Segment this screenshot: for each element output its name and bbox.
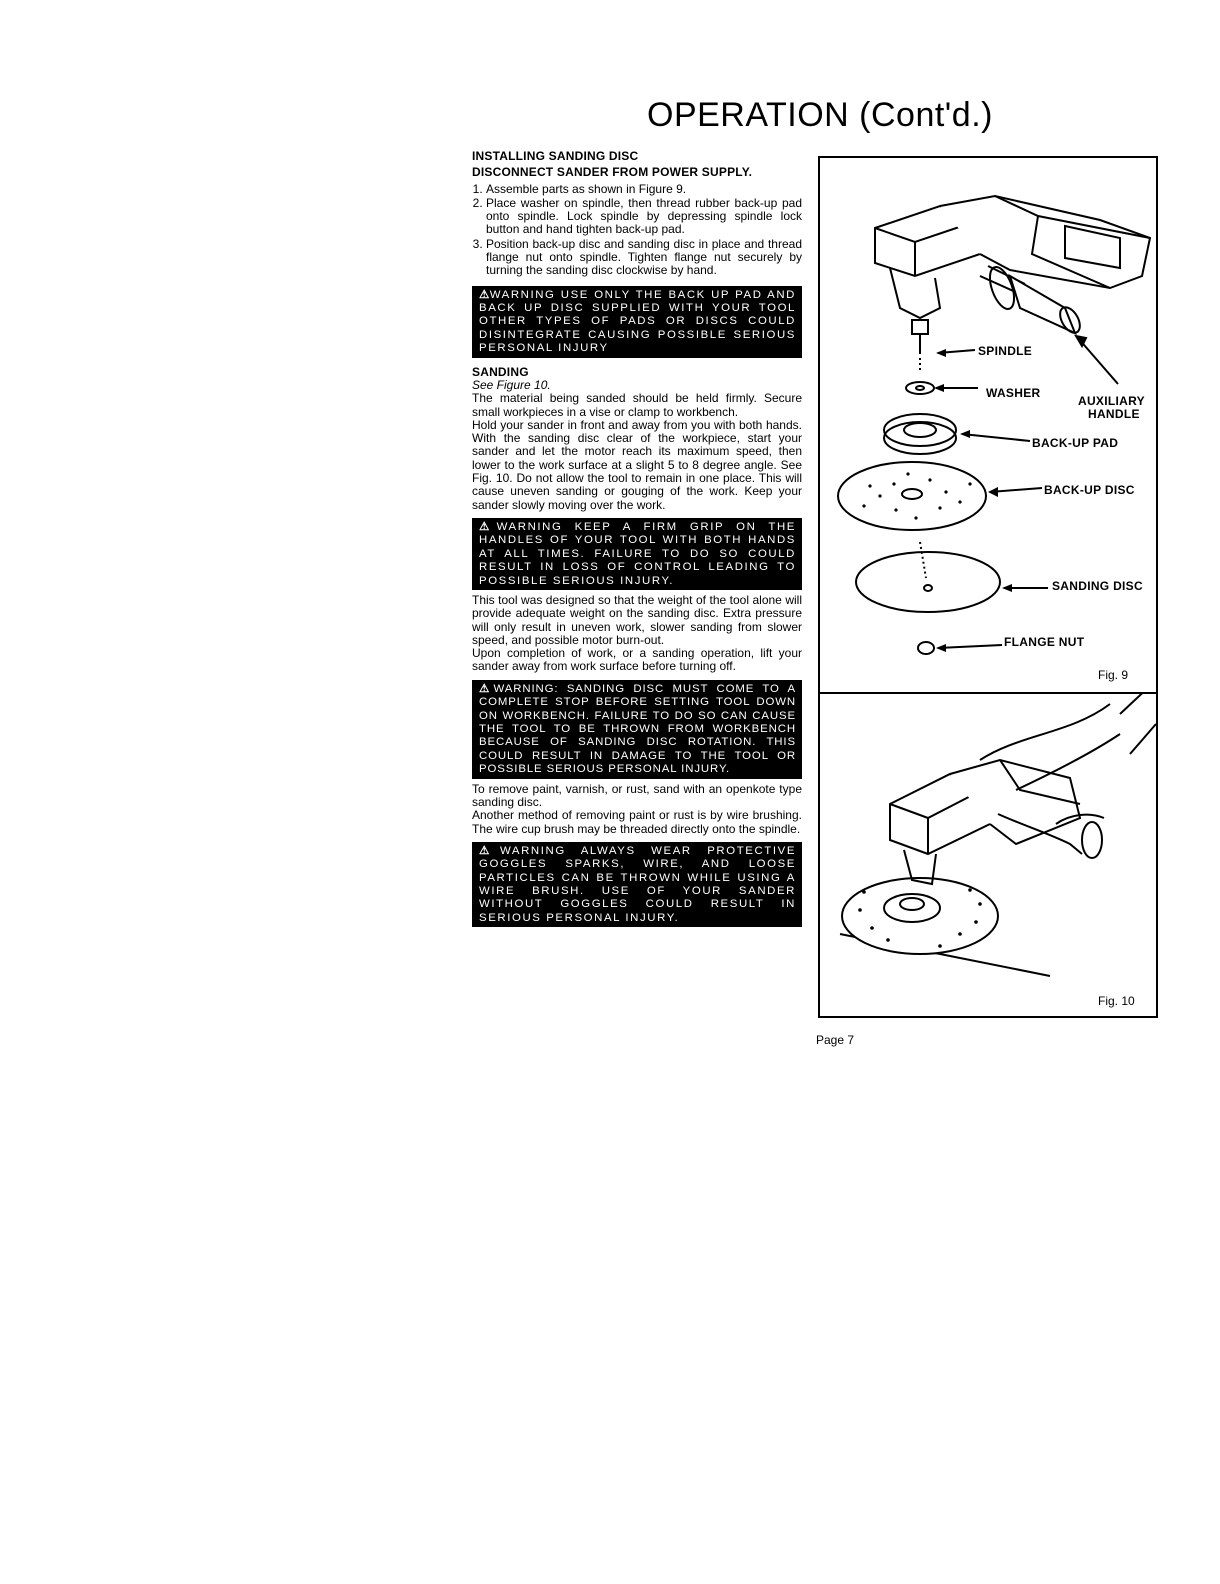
warning-box-grip [472,518,802,590]
warning-triangle-icon: ⚠ [479,844,500,857]
page-title: OPERATION (Cont'd.) [647,96,993,134]
warning-label: WARNING: [493,682,559,695]
warning-label: WARNING [496,520,563,533]
label-flange-nut: FLANGE NUT [1004,635,1085,649]
install-step: 2. Place washer on spindle, then thread rubber back-up pad onto spindle. Lock spindle by depressing spindle lock button and hand tighten back-up pad. [486,197,802,237]
figure-frame [818,156,1158,1018]
figure-10-caption: Fig. 10 [1098,994,1135,1008]
label-auxiliary: AUXILIARY [1078,394,1145,408]
warning-triangle-icon: ⚠ [479,682,494,695]
sanding-section [472,366,802,928]
warning-label: WARNING [489,288,556,301]
label-handle: HANDLE [1088,407,1140,421]
see-figure-ref: See Figure 10. [472,378,551,392]
warning-text: KEEP A FIRM GRIP ON THE HANDLES OF YOUR TOOL WITH BOTH HANDS AT ALL TIMES. FAILURE TO DO SO COULD RESULT IN LOSS OF CONTROL LEADING TO POSSIBLE SERIOUS INJURY. [479,520,796,587]
sanding-heading: SANDING [472,364,529,379]
warning-box-goggles [472,842,802,927]
text-column [472,150,802,931]
install-steps [472,183,802,278]
label-spindle: SPINDLE [978,344,1033,358]
paragraph: The material being sanded should be held firmly. Secure small workpieces in a vise or clamp to workbench. [472,391,802,419]
warning-text: USE ONLY THE BACK UP PAD AND BACK UP DISC SUPPLIED WITH YOUR TOOL OTHER TYPES OF PADS OR DISCS COULD DISINTEGRATE CAUSING POSSIBLE SERIOUS PERSONAL INJURY [479,288,796,355]
warning-box-pads [472,286,802,358]
disconnect-heading: DISCONNECT SANDER FROM POWER SUPPLY. [472,165,753,180]
paragraph: This tool was designed so that the weight of the tool alone will provide adequate weight on the sanding disc. Extra pressure will only result in uneven work, slower sanding from slower speed, and possible motor burn-out. [472,593,802,647]
warning-triangle-icon: ⚠ [479,520,497,533]
paragraph: To remove paint, varnish, or rust, sand with an openkote type sanding disc. [472,781,802,809]
warning-label: WARNING [499,844,566,857]
paragraph: Hold your sander in front and away from you with both hands. With the sanding disc clear of the workpiece, start your sander and let the motor reach its maximum speed, then lower to the work surface at a slight 5 to 8 degree angle. See Fig. 10. Do not allow the tool to remain in one place. This will cause uneven sanding or gouging of the work. Keep your sander slowly moving over the work. [472,417,802,512]
figure-9-caption: Fig. 9 [1098,668,1129,682]
warning-triangle-icon: ⚠ [479,288,490,301]
warning-box-stop [472,680,802,779]
warning-text: SANDING DISC MUST COME TO A COMPLETE STOP BEFORE SETTING TOOL DOWN ON WORKBENCH. FAILURE TO DO SO CAN CAUSE THE TOOL TO BE THROWN FROM WORKBENCH BECAUSE OF SANDING DISC ROTATION. THIS COULD RESULT IN DAMAGE TO THE TOOL OR POSSIBLE SERIOUS PERSONAL INJURY. [479,682,796,776]
page-number: Page 7 [816,1033,855,1047]
label-backup-disc: BACK-UP DISC [1044,483,1135,497]
label-washer: WASHER [986,386,1041,400]
figure-10-illustration [820,694,1156,1018]
label-backup-pad: BACK-UP PAD [1032,436,1119,450]
install-step: 3. Position back-up disc and sanding disc in place and thread flange nut onto spindle. Tighten flange nut securely by turning the sanding disc clockwise by hand. [486,238,802,278]
paragraph: Upon completion of work, or a sanding operation, lift your sander away from work surface before turning off. [472,646,802,674]
install-step: 1. Assemble parts as shown in Figure 9. [486,183,802,196]
warning-text: ALWAYS WEAR PROTECTIVE GOGGLES SPARKS, WIRE, AND LOOSE PARTICLES CAN BE THROWN WHILE USING A WIRE BRUSH. USE OF YOUR SANDER WITHOUT GOGGLES COULD RESULT IN SERIOUS PERSONAL INJURY. [479,844,797,924]
label-sanding-disc: SANDING DISC [1052,579,1143,593]
paragraph: Another method of removing paint or rust is by wire brushing. The wire cup brush may be threaded directly onto the spindle. [472,808,802,836]
installing-heading: INSTALLING SANDING DISC [472,149,639,163]
figure-9-illustration [820,158,1156,692]
